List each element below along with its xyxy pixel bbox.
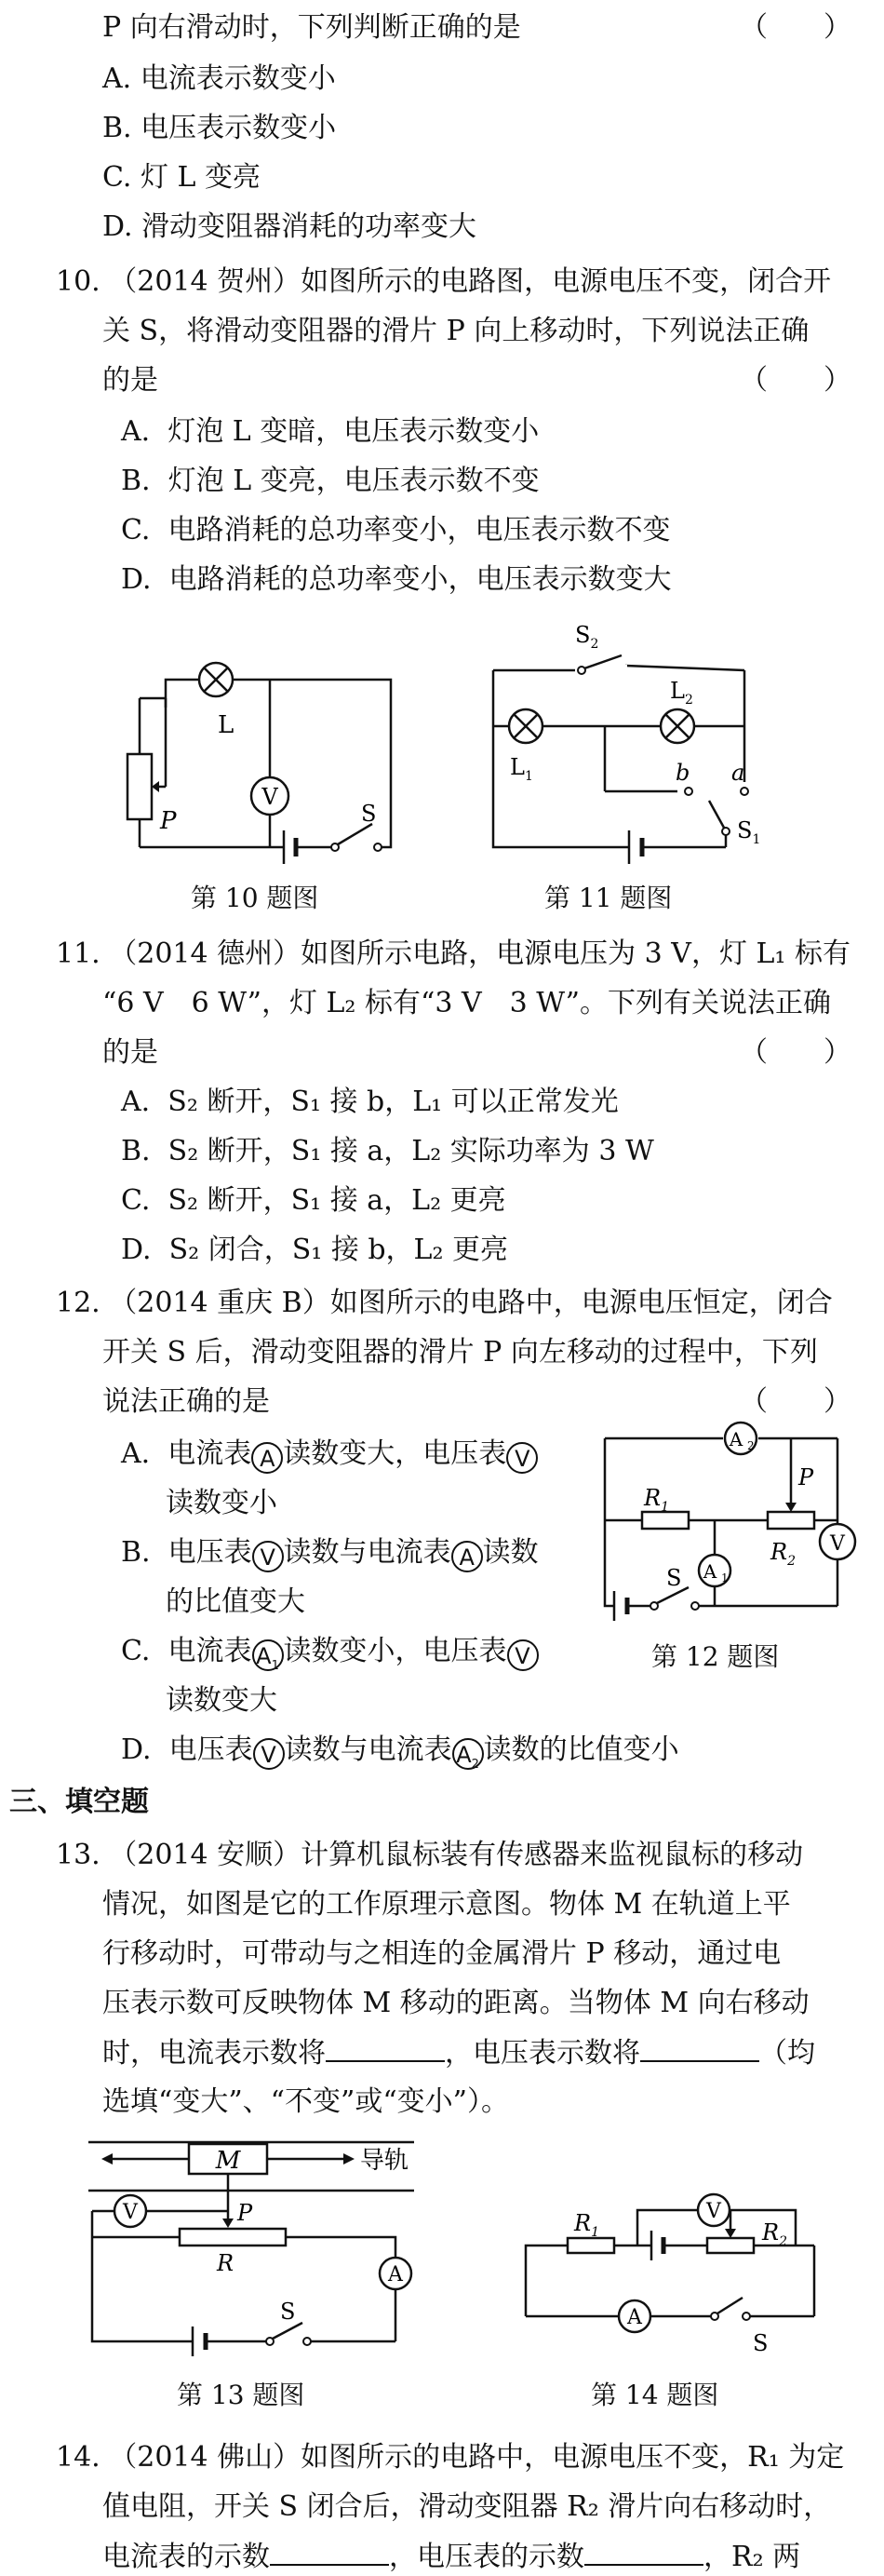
figure-14-circuit [516, 2178, 824, 2365]
fig13-ammeter [380, 2258, 411, 2289]
figure-10-circuit [112, 652, 419, 866]
voltmeter-symbol: V [506, 1442, 538, 1474]
voltmeter-symbol: V [252, 1541, 284, 1572]
fig12-s-label: S [666, 1565, 682, 1591]
svg-text:V: V [123, 2201, 138, 2224]
fig13-r-label: R [217, 2250, 234, 2276]
fig14-s-label: S [753, 2330, 769, 2356]
fig11-switch-s2 [575, 655, 627, 676]
fig10-voltmeter [251, 777, 288, 815]
q12-option-b-line2: 的比值变大 [166, 1585, 305, 1618]
fig10-switch-label: S [361, 801, 377, 827]
fig11-contact-a: a [731, 760, 745, 786]
fig11-contact-b: b [676, 760, 690, 786]
fig14-switch [711, 2298, 750, 2320]
fig10-voltmeter-label: V [261, 784, 278, 810]
figure-12-circuit [596, 1420, 875, 1620]
q12-stem-line2: 开关 S 后，滑动变阻器的滑片 P 向左移动的过程中，下列 [102, 1336, 818, 1369]
fig11-lamp-l2 [661, 709, 694, 743]
fig12-slider [785, 1438, 797, 1512]
svg-text:M: M [215, 2147, 241, 2175]
q13-stem-line5: 时，电流表示数将 ，电压表示数将 （均 [102, 2034, 815, 2072]
section-heading-fill-in: 三、填空题 [9, 1786, 149, 1818]
q13-stem-line6: 选填“变大”、“不变”或“变小”）。 [102, 2085, 510, 2118]
q13-stem-line3: 行移动时，可带动与之相连的金属滑片 P 移动，通过电 [102, 1937, 782, 1970]
fig13-battery [193, 2326, 206, 2356]
q9-stem-tail: P 向右滑动时，下列判断正确的是 [102, 11, 521, 44]
fig13-rail-label: 导轨 [360, 2147, 409, 2175]
ammeter-a-symbol: A [251, 1442, 283, 1474]
figure-12-caption: 第 12 题图 [651, 1641, 780, 1672]
fig10-battery [284, 830, 296, 864]
figure-13-circuit [79, 2137, 461, 2355]
q13-stem-line4: 压表示数可反映物体 M 移动的距离。当物体 M 向右移动 [102, 1987, 810, 2019]
fig13-slider-arrow [222, 2219, 234, 2228]
svg-text:A: A [627, 2306, 642, 2329]
svg-text:2: 2 [747, 1439, 755, 1452]
fig14-ammeter [619, 2300, 650, 2332]
fig12-voltmeter [820, 1524, 855, 1559]
q9-option-c: C. 灯 L 变亮 [102, 161, 261, 194]
fig13-object-m [189, 2144, 267, 2175]
q9-option-d: D. 滑动变阻器消耗的功率变大 [102, 210, 477, 243]
fig12-r2-label: $R_2$ [770, 1539, 796, 1569]
fig12-ammeter-a2 [725, 1423, 757, 1454]
svg-text:A: A [729, 1428, 743, 1450]
q14-blank-1[interactable] [270, 2538, 389, 2566]
voltmeter-symbol: V [253, 1738, 285, 1770]
svg-text:V: V [706, 2200, 721, 2223]
svg-text:V: V [830, 1532, 845, 1556]
fig13-s-label: S [280, 2299, 296, 2325]
q11-stem-line2: “6 V 6 W”，灯 L₂ 标有“3 V 3 W”。下列有关说法正确 [102, 987, 831, 1019]
fig13-p-label: P [237, 2200, 253, 2226]
fig10-lamp [199, 663, 233, 696]
q11-option-b: B. S₂ 断开，S₁ 接 a，L₂ 实际功率为 3 W [121, 1135, 654, 1167]
fig11-s2-label: $S_2$ [575, 622, 599, 652]
q12-option-a-line2: 读数变小 [166, 1487, 277, 1519]
fig12-ammeter-a1 [699, 1555, 730, 1586]
fig11-l2-label: $L_2$ [670, 678, 693, 708]
q14-stem-line2: 值电阻，开关 S 闭合后，滑动变阻器 R₂ 滑片向右移动时， [102, 2490, 832, 2523]
ammeter-a-symbol: A [451, 1541, 483, 1572]
figure-10-caption: 第 10 题图 [191, 883, 319, 913]
q10-stem-line3: 的是 [102, 364, 158, 397]
q9-option-a: A. 电流表示数变小 [102, 62, 336, 95]
fig11-lamp-l1 [509, 709, 542, 743]
svg-text:A: A [703, 1560, 717, 1583]
q10-stem-line1: 10. （2014 贺州）如图所示的电路图，电源电压不变，闭合开 [56, 265, 832, 298]
fig14-battery [651, 2231, 663, 2260]
ammeter-a1-symbol: $A_1$ [252, 1639, 284, 1671]
q10-option-b: B. 灯泡 L 变亮，电压表示数不变 [121, 465, 540, 497]
fig14-r2-label: $R_2$ [762, 2219, 787, 2249]
q9-option-b: B. 电压表示数变小 [102, 112, 337, 144]
figure-11-circuit [465, 614, 772, 866]
q14-stem-line1: 14. （2014 佛山）如图所示的电路中，电源电压不变，R₁ 为定 [56, 2441, 845, 2474]
figure-14-caption: 第 14 题图 [591, 2380, 719, 2410]
q12-option-c-line1: C. 电流表 $A_1$ 读数变小，电压表 V [121, 1633, 539, 1671]
fig10-slider [152, 698, 166, 792]
q13-blank-2[interactable] [640, 2034, 759, 2062]
figure-13-caption: 第 13 题图 [177, 2380, 305, 2410]
q12-answer-paren: （ ） [740, 1385, 851, 1418]
q13-stem-line2: 情况，如图是它的工作原理示意图。物体 M 在轨道上平 [102, 1888, 791, 1921]
fig11-battery [629, 830, 642, 864]
q12-stem-line3: 说法正确的是 [102, 1385, 270, 1418]
q10-option-c: C. 电路消耗的总功率变小，电压表示数不变 [121, 514, 671, 546]
q9-answer-paren: （ ） [740, 11, 851, 44]
q10-answer-paren: （ ） [740, 364, 851, 397]
svg-text:A: A [388, 2263, 403, 2286]
q11-option-d: D. S₂ 闭合，S₁ 接 b，L₂ 更亮 [121, 1234, 509, 1266]
fig12-battery [614, 1591, 627, 1621]
q11-option-a: A. S₂ 断开，S₁ 接 b，L₁ 可以正常发光 [121, 1086, 619, 1118]
q11-stem-line3: 的是 [102, 1036, 158, 1069]
fig10-lamp-label: L [218, 711, 234, 739]
q14-blank-2[interactable] [584, 2538, 703, 2566]
q12-option-b-line1: B. 电压表 V 读数与电流表 A 读数 [121, 1536, 539, 1571]
fig14-r1-label: $R_1$ [574, 2210, 599, 2240]
q12-option-c-line2: 读数变大 [166, 1684, 277, 1717]
ammeter-a2-symbol: $A_2$ [452, 1738, 484, 1770]
q12-stem-line1: 12. （2014 重庆 B）如图所示的电路中，电源电压恒定，闭合 [56, 1287, 833, 1319]
q11-answer-paren: （ ） [740, 1036, 851, 1069]
q10-stem-line2: 关 S，将滑动变阻器的滑片 P 向上移动时，下列说法正确 [102, 315, 810, 347]
q13-blank-1[interactable] [326, 2034, 445, 2062]
fig13-voltmeter [114, 2195, 146, 2227]
q11-option-c: C. S₂ 断开，S₁ 接 a，L₂ 更亮 [121, 1184, 506, 1217]
figure-11-caption: 第 11 题图 [544, 883, 673, 913]
fig11-s1-label: $S_1$ [737, 817, 761, 847]
q12-option-a-line1: A. 电流表 A 读数变大，电压表 V [121, 1436, 538, 1474]
fig12-r1-label: $R_1$ [644, 1485, 669, 1515]
fig11-l1-label: $L_1$ [510, 754, 533, 784]
fig10-slider-label: P [160, 807, 177, 835]
q10-option-a: A. 灯泡 L 变暗，电压表示数变小 [121, 415, 540, 448]
q10-option-d: D. 电路消耗的总功率变小，电压表示数变大 [121, 563, 672, 596]
q14-stem-line3: 电流表的示数 ，电压表的示数 ，R₂ 两 [102, 2538, 800, 2576]
q12-option-d: D. 电压表 V 读数与电流表 $A_2$ 读数的比值变小 [121, 1733, 679, 1772]
fig12-p-label: P [798, 1464, 814, 1490]
q11-stem-line1: 11. （2014 德州）如图所示电路，电源电压为 3 V，灯 L₁ 标有 [56, 937, 851, 970]
svg-text:1: 1 [721, 1571, 729, 1585]
fig10-switch [331, 824, 382, 852]
fig14-voltmeter [698, 2194, 730, 2226]
q13-stem-line1: 13. （2014 安顺）计算机鼠标装有传感器来监视鼠标的移动 [56, 1839, 804, 1871]
voltmeter-symbol: V [507, 1639, 539, 1671]
fig13-switch [266, 2323, 311, 2345]
